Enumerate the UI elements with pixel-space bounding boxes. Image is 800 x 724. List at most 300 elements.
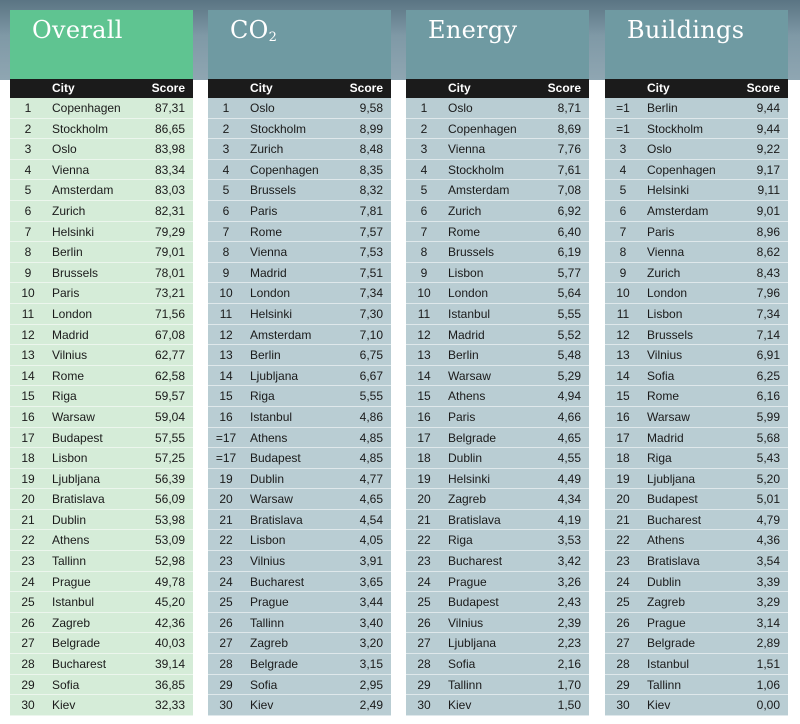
score-cell: 45,20 bbox=[154, 595, 185, 610]
table-row bbox=[10, 139, 193, 160]
score-cell: 6,16 bbox=[756, 389, 780, 404]
city-cell: Istanbul bbox=[448, 306, 491, 321]
panel-title-text: Energy bbox=[428, 16, 518, 44]
panel-energy bbox=[406, 10, 589, 716]
score-cell: 8,48 bbox=[359, 142, 383, 157]
score-cell: 4,85 bbox=[359, 430, 383, 445]
rank-cell: 2 bbox=[420, 121, 428, 136]
score-cell: 83,34 bbox=[154, 162, 185, 177]
table-row bbox=[406, 304, 589, 325]
score-cell: 5,43 bbox=[756, 451, 780, 466]
city-cell: Tallinn bbox=[250, 615, 285, 630]
rank-cell: 30 bbox=[219, 698, 233, 713]
city-cell: Vienna bbox=[52, 162, 90, 177]
city-cell: Vilnius bbox=[250, 554, 286, 569]
score-cell: 1,51 bbox=[756, 657, 780, 672]
city-cell: Lisbon bbox=[250, 533, 286, 548]
score-cell: 5,01 bbox=[756, 492, 780, 507]
city-cell: Zurich bbox=[250, 142, 284, 157]
score-cell: 49,78 bbox=[154, 574, 185, 589]
table-row bbox=[406, 530, 589, 551]
city-cell: Zurich bbox=[647, 265, 681, 280]
city-cell: Stockholm bbox=[647, 121, 704, 136]
table-row bbox=[208, 283, 391, 304]
city-cell: Belgrade bbox=[52, 636, 101, 651]
city-cell: Madrid bbox=[52, 327, 89, 342]
city-cell: Athens bbox=[52, 533, 90, 548]
score-cell: 62,58 bbox=[154, 368, 185, 383]
score-cell: 82,31 bbox=[154, 203, 185, 218]
table-row bbox=[208, 469, 391, 490]
rank-cell: 26 bbox=[616, 615, 630, 630]
city-cell: Zagreb bbox=[448, 492, 487, 507]
score-cell: 3,40 bbox=[359, 615, 383, 630]
city-cell: Vilnius bbox=[52, 348, 88, 363]
score-cell: 5,99 bbox=[756, 409, 780, 424]
table-row bbox=[605, 386, 788, 407]
rank-cell: 2 bbox=[222, 121, 230, 136]
table-row bbox=[10, 366, 193, 387]
table-row bbox=[208, 654, 391, 675]
rank-cell: 28 bbox=[219, 657, 233, 672]
score-cell: 3,91 bbox=[359, 554, 383, 569]
table-row bbox=[10, 592, 193, 613]
score-cell: 4,54 bbox=[359, 512, 383, 527]
city-cell: Vilnius bbox=[647, 348, 683, 363]
rank-cell: 3 bbox=[619, 142, 627, 157]
header-city: City bbox=[647, 81, 670, 95]
table-row bbox=[208, 675, 391, 696]
table-row bbox=[406, 283, 589, 304]
table-row bbox=[406, 695, 589, 716]
score-cell: 4,49 bbox=[557, 471, 581, 486]
table-row bbox=[208, 551, 391, 572]
table-row bbox=[406, 119, 589, 140]
city-cell: Stockholm bbox=[448, 162, 505, 177]
rank-cell: 11 bbox=[219, 306, 233, 321]
rank-cell: 18 bbox=[21, 451, 35, 466]
score-cell: 71,56 bbox=[154, 306, 185, 321]
panel-title-text: CO bbox=[230, 16, 269, 44]
table-row bbox=[10, 242, 193, 263]
rank-cell: 4 bbox=[420, 162, 428, 177]
city-cell: Rome bbox=[647, 389, 680, 404]
city-cell: Dublin bbox=[647, 574, 682, 589]
score-cell: 8,32 bbox=[359, 183, 383, 198]
score-cell: 3,54 bbox=[756, 554, 780, 569]
header-city: City bbox=[250, 81, 273, 95]
score-cell: 9,58 bbox=[359, 101, 383, 115]
rank-cell: 24 bbox=[219, 574, 233, 589]
table-row bbox=[10, 654, 193, 675]
city-cell: Sofia bbox=[52, 677, 80, 692]
rank-cell: 12 bbox=[417, 327, 431, 342]
table-row bbox=[10, 98, 193, 119]
rank-cell: 22 bbox=[616, 533, 630, 548]
rank-cell: 15 bbox=[21, 389, 35, 404]
score-cell: 6,92 bbox=[557, 203, 581, 218]
rank-cell: 7 bbox=[619, 224, 627, 239]
rank-cell: 19 bbox=[21, 471, 35, 486]
city-cell: Paris bbox=[52, 286, 80, 301]
table-row bbox=[605, 428, 788, 449]
score-cell: 1,06 bbox=[756, 677, 780, 692]
table-row bbox=[406, 654, 589, 675]
score-cell: 3,20 bbox=[359, 636, 383, 651]
table-row bbox=[406, 98, 589, 119]
rank-cell: 4 bbox=[24, 162, 32, 177]
city-cell: Copenhagen bbox=[52, 101, 121, 115]
rank-cell: 27 bbox=[417, 636, 431, 651]
city-cell: Belgrade bbox=[647, 636, 696, 651]
rank-cell: 7 bbox=[420, 224, 428, 239]
city-cell: Brussels bbox=[647, 327, 694, 342]
score-cell: 8,96 bbox=[756, 224, 780, 239]
rank-cell: 11 bbox=[417, 306, 431, 321]
rank-cell: 18 bbox=[616, 451, 630, 466]
rank-cell: 29 bbox=[616, 677, 630, 692]
table-row bbox=[605, 469, 788, 490]
city-cell: Bucharest bbox=[250, 574, 305, 589]
score-cell: 87,31 bbox=[154, 101, 185, 115]
table-row bbox=[10, 510, 193, 531]
rank-cell: 28 bbox=[417, 657, 431, 672]
rank-cell: 29 bbox=[21, 677, 35, 692]
city-cell: Stockholm bbox=[250, 121, 307, 136]
table-row bbox=[208, 345, 391, 366]
score-cell: 53,09 bbox=[154, 533, 185, 548]
city-cell: Helsinki bbox=[250, 306, 293, 321]
rank-cell: 20 bbox=[616, 492, 630, 507]
score-cell: 2,23 bbox=[557, 636, 581, 651]
score-cell: 8,99 bbox=[359, 121, 383, 136]
city-cell: Copenhagen bbox=[647, 162, 716, 177]
rank-cell: 21 bbox=[219, 512, 233, 527]
city-cell: Bucharest bbox=[52, 657, 107, 672]
score-cell: 32,33 bbox=[154, 698, 185, 713]
table-row bbox=[10, 633, 193, 654]
score-cell: 6,19 bbox=[557, 245, 581, 260]
city-cell: London bbox=[448, 286, 489, 301]
rank-cell: 7 bbox=[24, 224, 32, 239]
rank-cell: 3 bbox=[420, 142, 428, 157]
table-row bbox=[208, 489, 391, 510]
rank-cell: 20 bbox=[417, 492, 431, 507]
table-row bbox=[605, 551, 788, 572]
city-cell: Warsaw bbox=[448, 368, 491, 383]
score-cell: 9,11 bbox=[757, 183, 780, 198]
score-cell: 3,15 bbox=[359, 657, 383, 672]
ranking-rows bbox=[406, 98, 589, 716]
table-row bbox=[10, 119, 193, 140]
score-cell: 5,55 bbox=[557, 306, 581, 321]
rank-cell: 5 bbox=[420, 183, 428, 198]
table-row bbox=[605, 407, 788, 428]
table-row bbox=[605, 345, 788, 366]
rank-cell: 23 bbox=[219, 554, 233, 569]
city-cell: Riga bbox=[250, 389, 275, 404]
score-cell: 4,85 bbox=[359, 451, 383, 466]
table-row bbox=[406, 448, 589, 469]
table-row bbox=[208, 530, 391, 551]
city-cell: Vienna bbox=[250, 245, 288, 260]
rank-cell: 8 bbox=[24, 245, 32, 260]
city-cell: Riga bbox=[52, 389, 77, 404]
table-row bbox=[406, 469, 589, 490]
city-cell: Oslo bbox=[647, 142, 672, 157]
rank-cell: 7 bbox=[222, 224, 230, 239]
rank-cell: 13 bbox=[21, 348, 35, 363]
rank-cell: 2 bbox=[24, 121, 32, 136]
table-row bbox=[10, 222, 193, 243]
rank-cell: 28 bbox=[616, 657, 630, 672]
rank-cell: 4 bbox=[619, 162, 627, 177]
city-cell: Sofia bbox=[448, 657, 476, 672]
table-row bbox=[208, 304, 391, 325]
table-row bbox=[208, 222, 391, 243]
table-row bbox=[605, 592, 788, 613]
score-cell: 73,21 bbox=[154, 286, 185, 301]
score-cell: 78,01 bbox=[154, 265, 185, 280]
rank-cell: 19 bbox=[219, 471, 233, 486]
rank-cell: =17 bbox=[215, 430, 237, 445]
table-row bbox=[10, 613, 193, 634]
city-cell: Oslo bbox=[448, 101, 473, 115]
header-city: City bbox=[448, 81, 471, 95]
rank-cell: 13 bbox=[417, 348, 431, 363]
score-cell: 39,14 bbox=[154, 657, 185, 672]
city-cell: Athens bbox=[647, 533, 685, 548]
city-cell: Bucharest bbox=[448, 554, 503, 569]
city-cell: Belgrade bbox=[250, 657, 299, 672]
city-cell: Vienna bbox=[448, 142, 486, 157]
rank-cell: 12 bbox=[219, 327, 233, 342]
score-cell: 3,44 bbox=[359, 595, 383, 610]
score-cell: 4,65 bbox=[557, 430, 581, 445]
table-row bbox=[10, 675, 193, 696]
rank-cell: 13 bbox=[219, 348, 233, 363]
table-row bbox=[605, 98, 788, 119]
table-row bbox=[406, 675, 589, 696]
panel-title bbox=[605, 10, 788, 79]
score-cell: 7,30 bbox=[359, 306, 383, 321]
score-cell: 9,17 bbox=[756, 162, 780, 177]
city-cell: Zagreb bbox=[52, 615, 91, 630]
city-cell: Kiev bbox=[250, 698, 274, 713]
score-cell: 7,61 bbox=[557, 162, 581, 177]
score-cell: 3,14 bbox=[756, 615, 780, 630]
table-row bbox=[605, 530, 788, 551]
rank-cell: 8 bbox=[222, 245, 230, 260]
score-cell: 5,52 bbox=[557, 327, 581, 342]
rank-cell: 9 bbox=[619, 265, 627, 280]
table-row bbox=[10, 551, 193, 572]
city-cell: Budapest bbox=[448, 595, 499, 610]
rank-cell: 23 bbox=[21, 554, 35, 569]
city-cell: Kiev bbox=[448, 698, 472, 713]
city-cell: Brussels bbox=[448, 245, 495, 260]
score-cell: 2,49 bbox=[359, 698, 383, 713]
table-row bbox=[406, 263, 589, 284]
table-row bbox=[208, 98, 391, 119]
score-cell: 7,57 bbox=[359, 224, 383, 239]
score-cell: 6,67 bbox=[359, 368, 383, 383]
score-cell: 2,89 bbox=[756, 636, 780, 651]
table-row bbox=[10, 304, 193, 325]
score-cell: 4,05 bbox=[359, 533, 383, 548]
city-cell: Madrid bbox=[250, 265, 287, 280]
score-cell: 59,04 bbox=[154, 409, 185, 424]
table-header bbox=[605, 79, 788, 98]
score-cell: 6,91 bbox=[756, 348, 780, 363]
rank-cell: 19 bbox=[417, 471, 431, 486]
rank-cell: 1 bbox=[222, 101, 230, 115]
rank-cell: 5 bbox=[24, 183, 32, 198]
city-cell: Bratislava bbox=[52, 492, 105, 507]
score-cell: 4,19 bbox=[557, 512, 581, 527]
city-cell: Paris bbox=[250, 203, 278, 218]
rank-cell: 1 bbox=[24, 101, 32, 115]
table-row bbox=[208, 325, 391, 346]
rank-cell: 15 bbox=[417, 389, 431, 404]
rank-cell: 16 bbox=[417, 409, 431, 424]
score-cell: 5,77 bbox=[557, 265, 581, 280]
rank-cell: 23 bbox=[616, 554, 630, 569]
rank-cell: 21 bbox=[417, 512, 431, 527]
rank-cell: 17 bbox=[417, 430, 431, 445]
score-cell: 9,44 bbox=[756, 121, 780, 136]
score-cell: 6,40 bbox=[557, 224, 581, 239]
rank-cell: 29 bbox=[219, 677, 233, 692]
score-cell: 79,01 bbox=[154, 245, 185, 260]
rank-cell: 11 bbox=[21, 306, 35, 321]
city-cell: Prague bbox=[647, 615, 686, 630]
city-cell: Stockholm bbox=[52, 121, 109, 136]
score-cell: 2,43 bbox=[557, 595, 581, 610]
table-row bbox=[406, 366, 589, 387]
score-cell: 0,00 bbox=[756, 698, 780, 713]
rank-cell: 22 bbox=[219, 533, 233, 548]
score-cell: 8,71 bbox=[557, 101, 581, 115]
table-row bbox=[605, 448, 788, 469]
city-cell: Rome bbox=[250, 224, 283, 239]
header-score: Score bbox=[746, 81, 780, 95]
score-cell: 57,25 bbox=[154, 451, 185, 466]
score-cell: 42,36 bbox=[154, 615, 185, 630]
rank-cell: 30 bbox=[21, 698, 35, 713]
city-cell: Ljubljana bbox=[647, 471, 696, 486]
city-cell: Warsaw bbox=[250, 492, 293, 507]
city-cell: Amsterdam bbox=[647, 203, 709, 218]
table-row bbox=[208, 263, 391, 284]
city-cell: Oslo bbox=[250, 101, 275, 115]
city-cell: Helsinki bbox=[448, 471, 491, 486]
rank-cell: 28 bbox=[21, 657, 35, 672]
score-cell: 7,51 bbox=[359, 265, 383, 280]
rank-cell: 8 bbox=[420, 245, 428, 260]
score-cell: 83,98 bbox=[154, 142, 185, 157]
city-cell: Tallinn bbox=[647, 677, 682, 692]
panel-title-text: Buildings bbox=[627, 16, 745, 44]
rank-cell: 11 bbox=[616, 306, 630, 321]
rank-cell: 1 bbox=[420, 101, 428, 115]
city-cell: Brussels bbox=[250, 183, 297, 198]
rank-cell: 14 bbox=[616, 368, 630, 383]
score-cell: 6,75 bbox=[359, 348, 383, 363]
table-row bbox=[605, 510, 788, 531]
score-cell: 7,76 bbox=[557, 142, 581, 157]
rank-cell: =17 bbox=[215, 451, 237, 466]
table-row bbox=[406, 613, 589, 634]
rank-cell: 25 bbox=[616, 595, 630, 610]
city-cell: Amsterdam bbox=[448, 183, 510, 198]
table-row bbox=[605, 222, 788, 243]
city-cell: Zurich bbox=[448, 203, 482, 218]
rank-cell: 5 bbox=[619, 183, 627, 198]
table-row bbox=[208, 139, 391, 160]
city-cell: Lisbon bbox=[448, 265, 484, 280]
score-cell: 56,39 bbox=[154, 471, 185, 486]
table-row bbox=[605, 242, 788, 263]
score-cell: 9,44 bbox=[756, 101, 780, 115]
score-cell: 8,43 bbox=[756, 265, 780, 280]
panel-title-text: Overall bbox=[32, 16, 123, 44]
score-cell: 53,98 bbox=[154, 512, 185, 527]
score-cell: 5,20 bbox=[756, 471, 780, 486]
table-row bbox=[406, 510, 589, 531]
table-row bbox=[605, 201, 788, 222]
rank-cell: 30 bbox=[417, 698, 431, 713]
rank-cell: 15 bbox=[219, 389, 233, 404]
city-cell: Warsaw bbox=[647, 409, 690, 424]
table-row bbox=[605, 633, 788, 654]
table-row bbox=[208, 201, 391, 222]
rank-cell: 6 bbox=[222, 203, 230, 218]
rank-cell: 14 bbox=[417, 368, 431, 383]
rank-cell: 14 bbox=[219, 368, 233, 383]
score-cell: 5,55 bbox=[359, 389, 383, 404]
table-row bbox=[605, 263, 788, 284]
score-cell: 9,22 bbox=[756, 142, 780, 157]
rank-cell: 9 bbox=[24, 265, 32, 280]
score-cell: 86,65 bbox=[154, 121, 185, 136]
score-cell: 56,09 bbox=[154, 492, 185, 507]
score-cell: 2,39 bbox=[557, 615, 581, 630]
table-row bbox=[406, 407, 589, 428]
score-cell: 6,25 bbox=[756, 368, 780, 383]
table-row bbox=[10, 263, 193, 284]
rank-cell: 9 bbox=[420, 265, 428, 280]
table-row bbox=[208, 428, 391, 449]
table-row bbox=[605, 139, 788, 160]
score-cell: 2,16 bbox=[557, 657, 581, 672]
table-row bbox=[406, 345, 589, 366]
score-cell: 7,34 bbox=[756, 306, 780, 321]
rank-cell: 16 bbox=[21, 409, 35, 424]
city-cell: Berlin bbox=[448, 348, 479, 363]
table-row bbox=[605, 366, 788, 387]
score-cell: 3,26 bbox=[557, 574, 581, 589]
rank-cell: =1 bbox=[616, 101, 630, 115]
rank-cell: 26 bbox=[21, 615, 35, 630]
rank-cell: 18 bbox=[417, 451, 431, 466]
score-cell: 40,03 bbox=[154, 636, 185, 651]
city-cell: Amsterdam bbox=[250, 327, 312, 342]
rank-cell: 4 bbox=[222, 162, 230, 177]
score-cell: 57,55 bbox=[154, 430, 185, 445]
city-cell: Riga bbox=[647, 451, 672, 466]
panel-co2 bbox=[208, 10, 391, 716]
